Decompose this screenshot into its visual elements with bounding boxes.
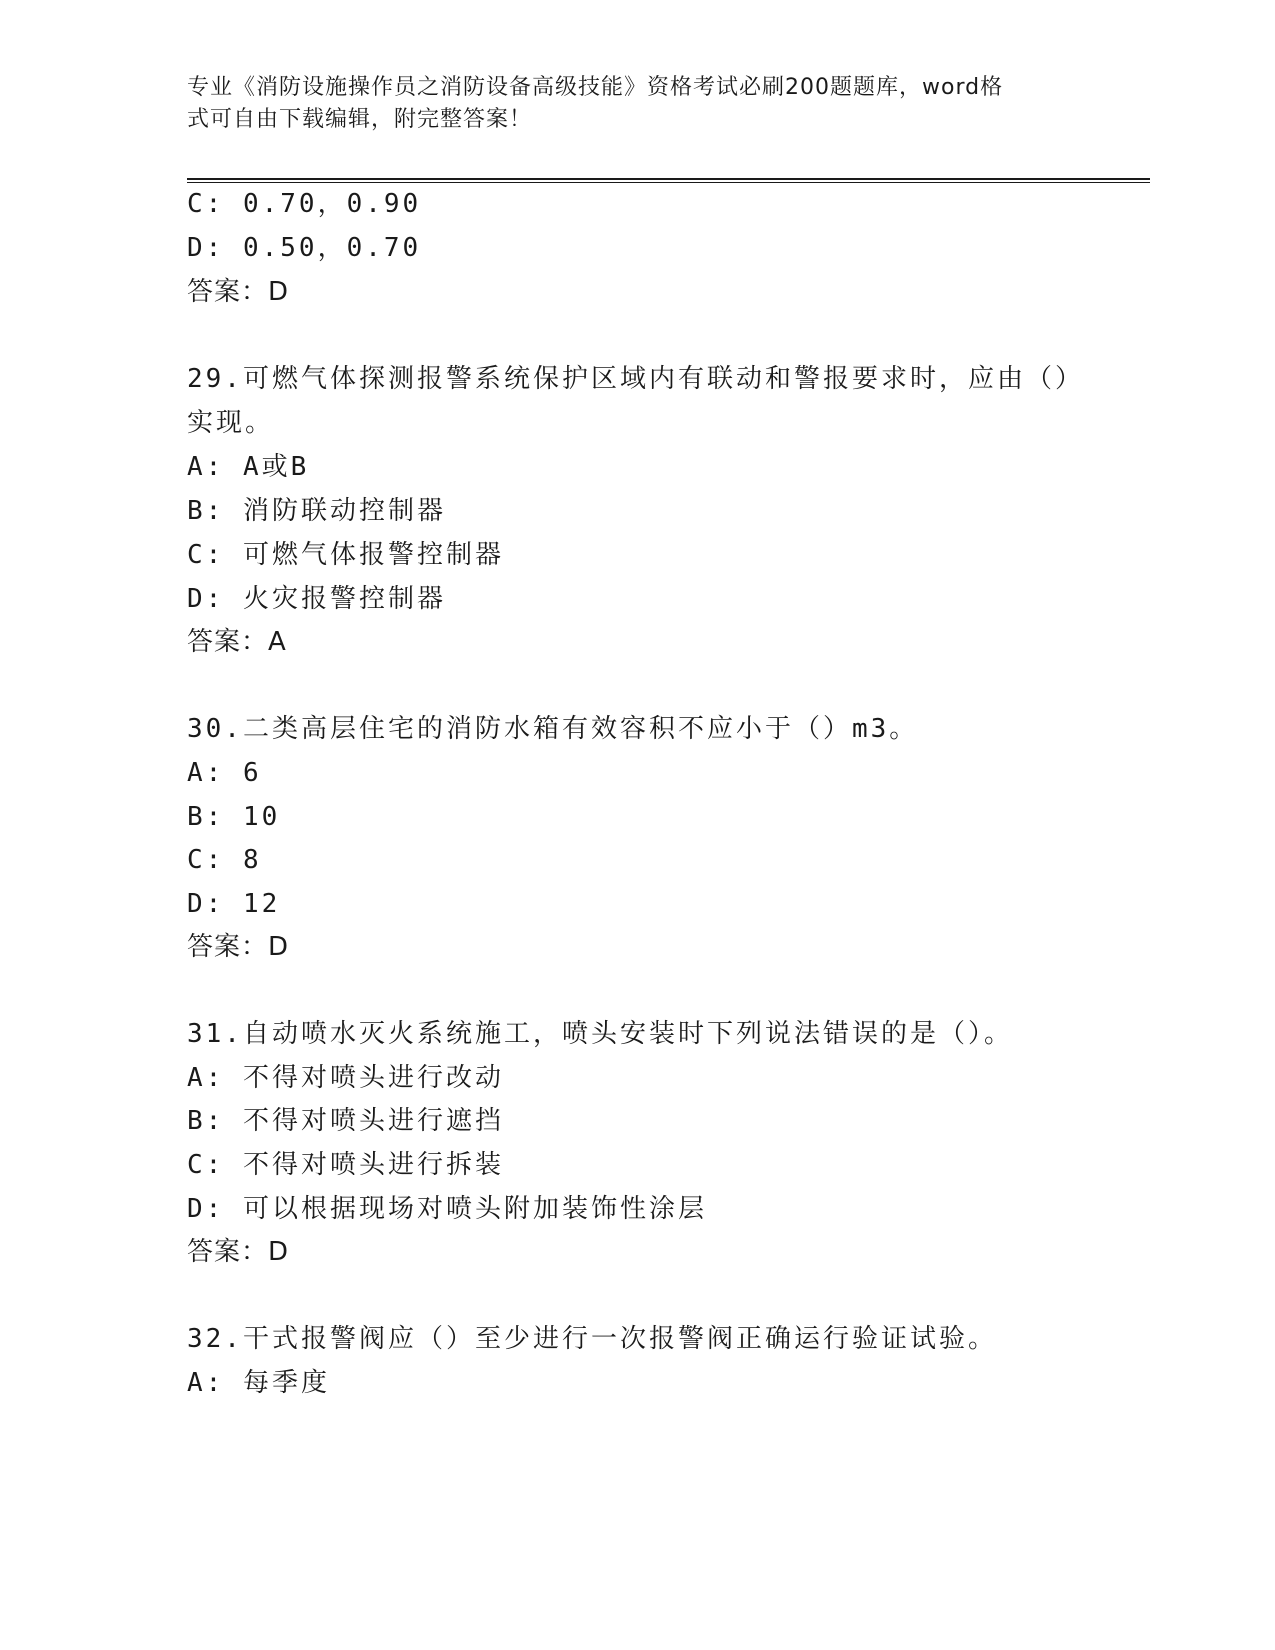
header-divider-thick <box>187 178 1150 180</box>
q32-stem: 32.干式报警阀应（）至少进行一次报警阀正确运行验证试验。 <box>187 1324 997 1354</box>
q29-answer: 答案：A <box>187 627 287 657</box>
q30-stem: 30.二类高层住宅的消防水箱有效容积不应小于（）m3。 <box>187 714 919 744</box>
q30-option-d: D: 12 <box>187 889 281 919</box>
q31-option-b: B: 不得对喷头进行遮挡 <box>187 1106 504 1136</box>
q28-answer: 答案：D <box>187 277 290 307</box>
q29-stem-line-2: 实现。 <box>187 408 275 438</box>
document-header <box>187 72 1067 136</box>
q29-option-c: C: 可燃气体报警控制器 <box>187 540 504 570</box>
header-divider-thin <box>187 182 1150 183</box>
q32-option-a: A: 每季度 <box>187 1368 330 1398</box>
q31-answer: 答案：D <box>187 1237 290 1267</box>
q30-option-b: B: 10 <box>187 802 281 832</box>
header-line-1: 专业《消防设施操作员之消防设备高级技能》资格考试必刷200题题库，word格 <box>187 75 1004 100</box>
q31-option-c: C: 不得对喷头进行拆装 <box>187 1150 504 1180</box>
q30-option-c: C: 8 <box>187 845 262 875</box>
q30-answer: 答案：D <box>187 932 290 962</box>
q29-stem-line-1: 29.可燃气体探测报警系统保护区域内有联动和警报要求时，应由（） <box>187 364 1084 394</box>
q31-option-d: D: 可以根据现场对喷头附加装饰性涂层 <box>187 1194 707 1224</box>
q29-option-d: D: 火灾报警控制器 <box>187 584 446 614</box>
q30-option-a: A: 6 <box>187 758 262 788</box>
q31-option-a: A: 不得对喷头进行改动 <box>187 1063 504 1093</box>
q28-option-d: D: 0.50，0.70 <box>187 233 422 263</box>
q31-stem: 31.自动喷水灭火系统施工，喷头安装时下列说法错误的是（）。 <box>187 1019 1013 1049</box>
q28-option-c: C: 0.70，0.90 <box>187 189 422 219</box>
q29-option-a: A: A或B <box>187 452 310 482</box>
header-line-2: 式可自由下载编辑，附完整答案！ <box>187 107 533 132</box>
q29-option-b: B: 消防联动控制器 <box>187 496 446 526</box>
